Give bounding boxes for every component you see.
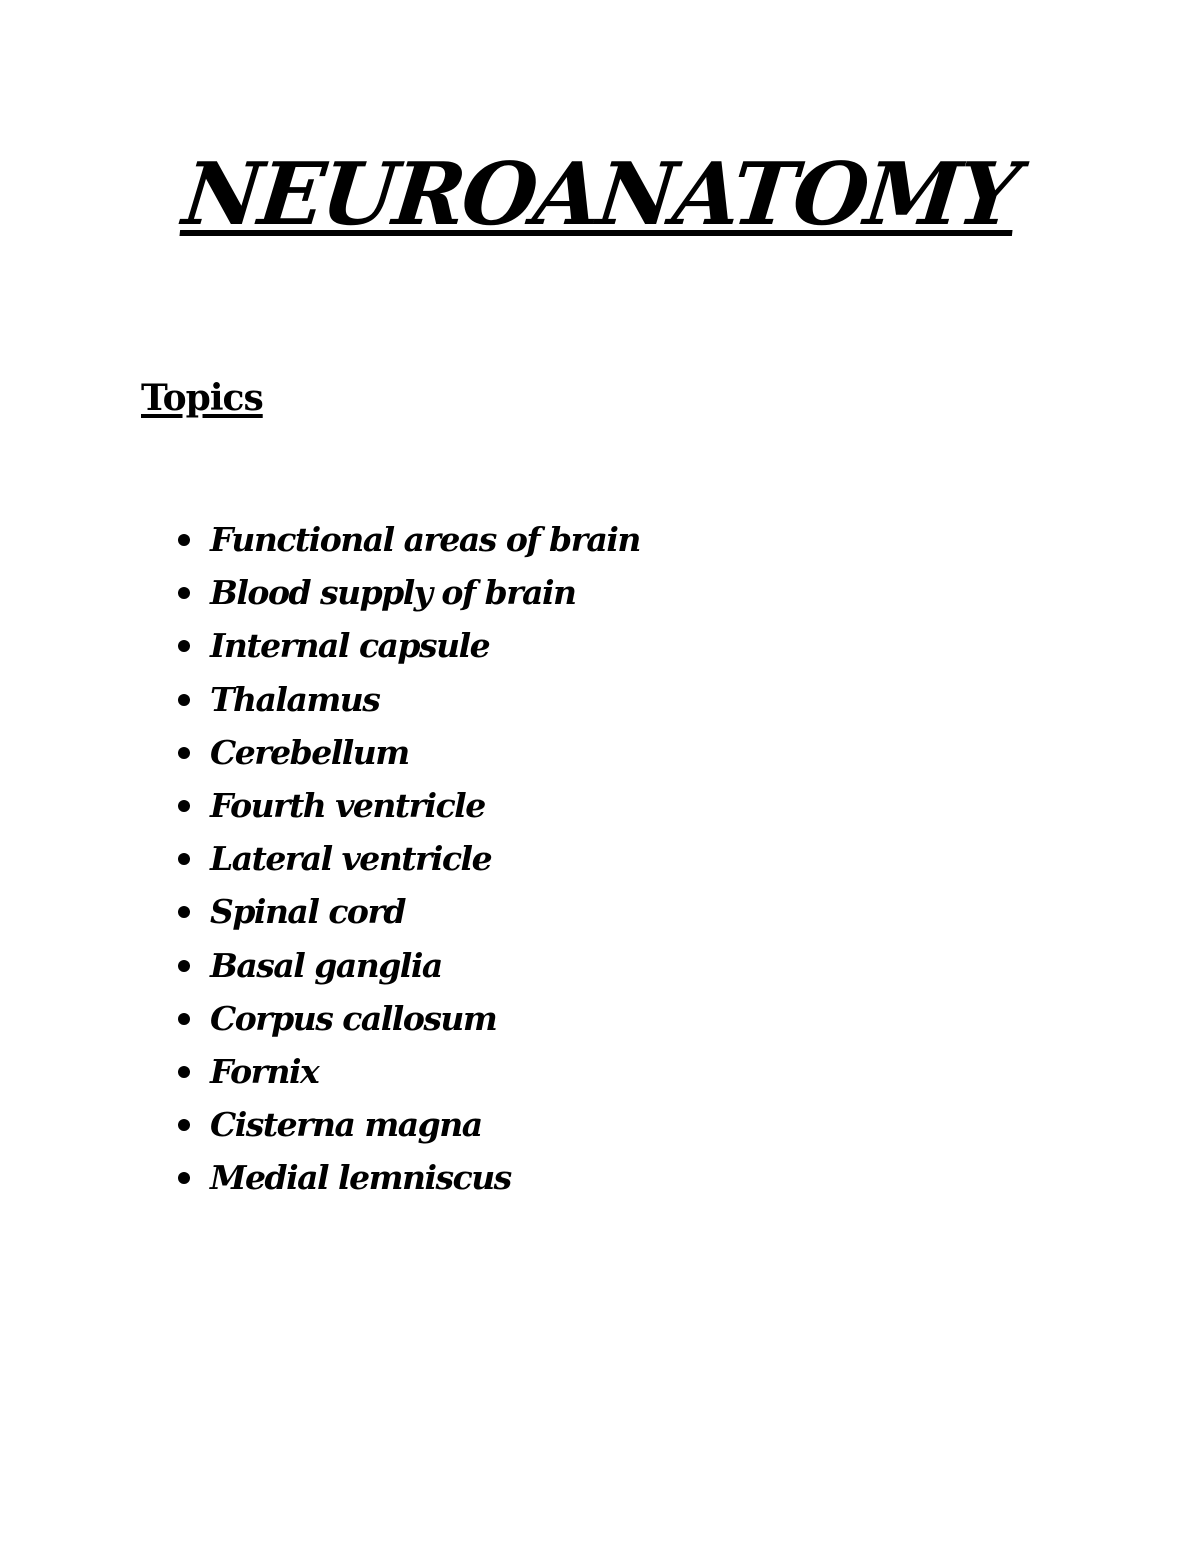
- list-item: [176, 726, 640, 779]
- bullet-icon: [178, 534, 190, 546]
- bullet-icon: [178, 1119, 190, 1131]
- list-item: [176, 939, 640, 992]
- list-item: [176, 885, 640, 938]
- topic-label: Fornix: [210, 1051, 319, 1091]
- bullet-icon: [178, 1066, 190, 1078]
- list-item: [176, 1098, 640, 1151]
- topic-label: Thalamus: [210, 679, 380, 719]
- list-item: [176, 619, 640, 672]
- topic-label: Blood supply of brain: [210, 573, 576, 613]
- topic-label: Cerebellum: [210, 732, 409, 772]
- topic-label: Functional areas of brain: [210, 520, 640, 559]
- list-item: [176, 832, 640, 885]
- topic-label: Lateral ventricle: [210, 839, 492, 879]
- list-item: [176, 779, 640, 832]
- bullet-icon: [178, 694, 190, 706]
- bullet-icon: [178, 747, 190, 759]
- topic-label: Cisterna magna: [210, 1105, 482, 1145]
- bullet-icon: [178, 800, 190, 812]
- topic-list: [176, 513, 640, 1204]
- topic-label: Internal capsule: [210, 626, 490, 666]
- topic-label: Fourth ventricle: [210, 785, 485, 825]
- section-heading-topics: Topics: [141, 377, 263, 419]
- topic-label: Basal ganglia: [210, 945, 442, 985]
- list-item: [176, 673, 640, 726]
- page-title: NEUROANATOMY: [178, 144, 1022, 245]
- bullet-icon: [178, 587, 190, 599]
- topic-label: Corpus callosum: [210, 998, 497, 1038]
- bullet-icon: [178, 853, 190, 865]
- list-item: [176, 992, 640, 1045]
- bullet-icon: [178, 1013, 190, 1025]
- bullet-icon: [178, 1172, 190, 1184]
- topic-label: Spinal cord: [210, 892, 405, 932]
- bullet-icon: [178, 906, 190, 918]
- bullet-icon: [178, 640, 190, 652]
- bullet-icon: [178, 960, 190, 972]
- list-item: [176, 1151, 640, 1204]
- list-item: [176, 1045, 640, 1098]
- list-item: [176, 513, 640, 566]
- list-item: [176, 566, 640, 619]
- topic-label: Medial lemniscus: [210, 1158, 511, 1198]
